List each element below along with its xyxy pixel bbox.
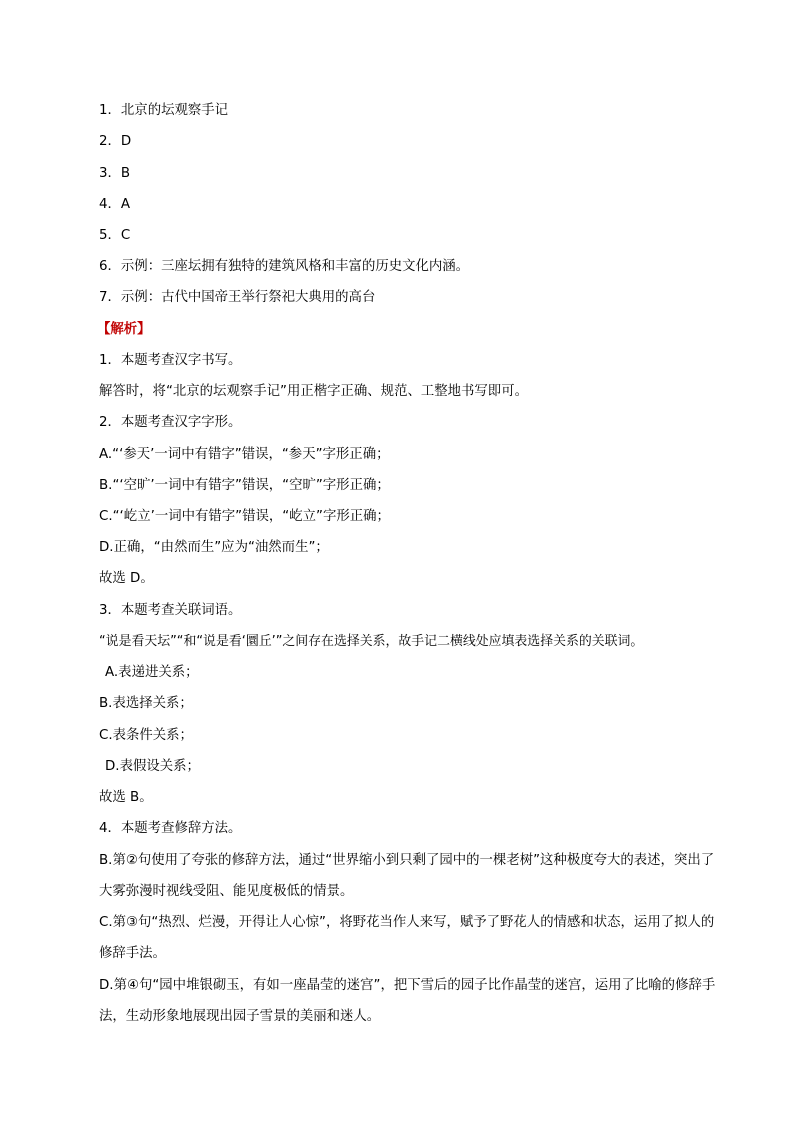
answer-3: 3．B (99, 166, 131, 181)
analysis-heading: 【解析】 (97, 322, 151, 337)
answer-7: 7．示例：古代中国帝王举行祭祀大典用的高台 (99, 290, 376, 305)
q3-body: “说是看天坛”“和“说是看‘圜丘’”之间存在选择关系，故手记二横线处应填表选择关系的关联词。 (99, 634, 644, 649)
q4-title: 4．本题考查修辞方法。 (99, 821, 242, 836)
q4-option-d: D.第④句“园中堆银砌玉，有如一座晶莹的迷宫”，把下雪后的园子比作晶莹的迷宫，运用了比喻的修辞手法，生动形象地展现出园子雪景的美丽和迷人。 (99, 978, 716, 1024)
q3-option-d: D.表假设关系； (105, 759, 200, 774)
q1-body: 解答时，将“北京的坛观察手记”用正楷字正确、规范、工整地书写即可。 (99, 384, 528, 399)
q3-title: 3．本题考查关联词语。 (99, 603, 242, 618)
q2-option-b: B.“‘空旷’一词中有错字”错误，“空旷”字形正确； (99, 478, 390, 493)
q2-conclusion: 故选 D。 (99, 571, 154, 586)
answer-2: 2．D (99, 134, 132, 149)
q2-option-d: D.正确，“由然而生”应为“油然而生”； (99, 540, 329, 555)
q2-option-a: A.“‘参天’一词中有错字”错误，“参天”字形正确； (99, 447, 390, 462)
q1-title: 1．本题考查汉字书写。 (99, 353, 242, 368)
q4-option-b: B.第②句使用了夸张的修辞方法，通过“世界缩小到只剩了园中的一棵老树”这种极度夸大的表述，突出了大雾弥漫时视线受阻、能见度极低的情景。 (99, 853, 715, 899)
q2-title: 2．本题考查汉字字形。 (99, 415, 242, 430)
answer-1: 1．北京的坛观察手记 (99, 103, 229, 118)
q3-conclusion: 故选 B。 (99, 790, 153, 805)
q4-option-c: C.第③句“热烈、烂漫，开得让人心惊”，将野花当作人来写，赋予了野花人的情感和状态，运用了拟人的修辞手法。 (99, 915, 715, 961)
q3-option-c: C.表条件关系； (99, 728, 193, 743)
q2-option-c: C.“‘屹立’一词中有错字”错误，“屹立”字形正确； (99, 509, 390, 524)
q3-option-a: A.表递进关系； (105, 665, 199, 680)
answer-5: 5．C (99, 228, 131, 243)
answer-4: 4．A (99, 197, 131, 212)
q3-option-b: B.表选择关系； (99, 696, 193, 711)
answer-6: 6．示例：三座坛拥有独特的建筑风格和丰富的历史文化内涵。 (99, 259, 470, 274)
